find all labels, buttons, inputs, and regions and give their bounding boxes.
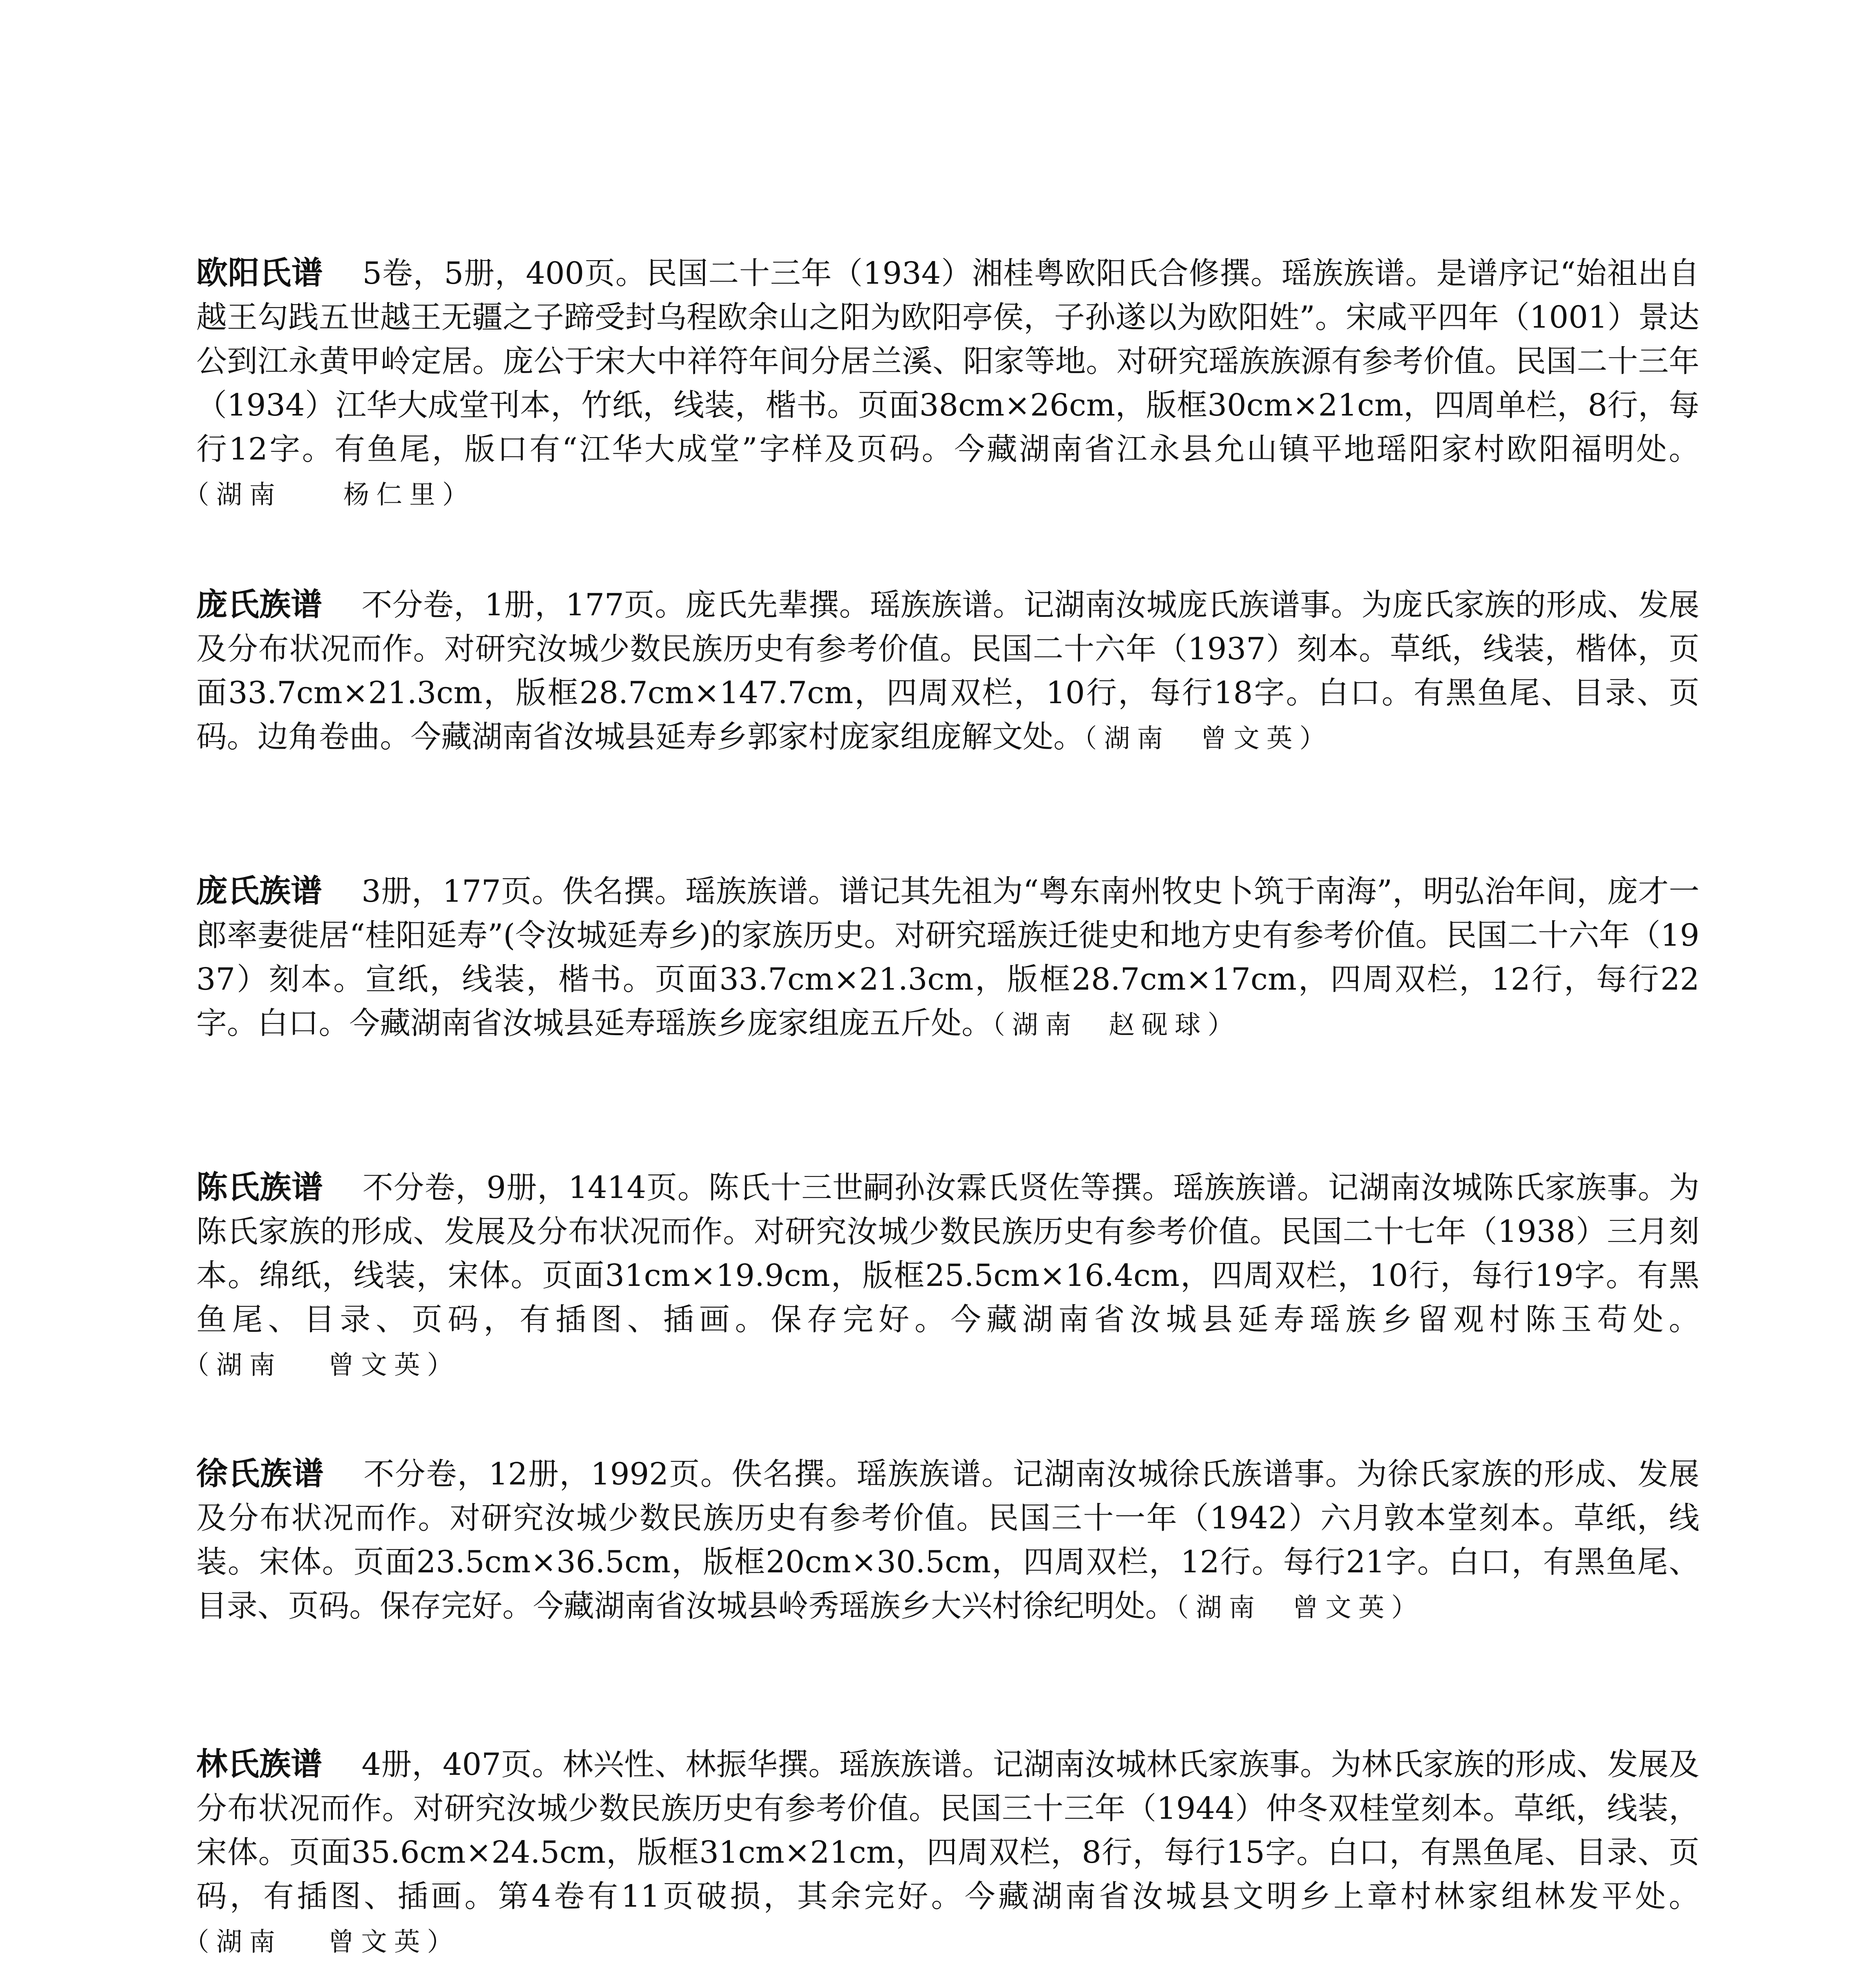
- entry-attribution: （湖南 杨仁里）: [196, 480, 475, 510]
- entry-attribution: （湖南 赵砚球）: [992, 1010, 1241, 1040]
- entry-body: 5卷，5册，400页。民国二十三年（1934）湘桂粤欧阳氏合修撰。瑶族族谱。是谱序记“始祖出自越王勾践五世越王无疆之子蹄受封乌程欧余山之阳为欧阳亭侯，子孙遂以为欧阳姓”。宋咸平四年（1001）景达公到江永黄甲岭定居。庞公于宋大中祥符年间分居兰溪、阳家等地。对研究瑶族族源有参考价值。民国二十三年（1934）江华大成堂刊本，竹纸，线装，楷书。页面38cm×26cm，版框30cm×21cm，四周单栏，8行，每行12字。有鱼尾，版口有“江华大成堂”字样及页码。今藏湖南省江永县允山镇平地瑶阳家村欧阳福明处。: [196, 256, 1700, 467]
- entry-title: 徐氏族谱: [196, 1455, 325, 1492]
- entry-xu: [196, 1452, 1699, 1630]
- entry-title: 庞氏族谱: [196, 873, 322, 909]
- entry-title: 庞氏族谱: [196, 586, 323, 623]
- entry-attribution: （湖南 曾文英）: [1084, 723, 1332, 753]
- entry-body: 4册，407页。林兴性、林振华撰。瑶族族谱。记湖南汝城林氏家族事。为林氏家族的形成、发展及分布状况而作。对研究汝城少数民族历史有参考价值。民国三十三年（1944）仲冬双桂堂刻本。草纸，线装，宋体。页面35.6cm×24.5cm，版框31cm×21cm，四周双栏，8行，每行15字。白口，有黑鱼尾、目录、页码，有插图、插画。第4卷有11页破损，其余完好。今藏湖南省汝城县文明乡上章村林家组林发平处。: [196, 1747, 1700, 1914]
- entry-lin: [196, 1742, 1699, 1962]
- entry-body: 不分卷，1册，177页。庞氏先辈撰。瑶族族谱。记湖南汝城庞氏族谱事。为庞氏家族的形成、发展及分布状况而作。对研究汝城少数民族历史有参考价值。民国二十六年（1937）刻本。草纸，线装，楷体，页面33.7cm×21.3cm，版框28.7cm×147.7cm，四周双栏，10行，每行18字。白口。有黑鱼尾、目录、页码。边角卷曲。今藏湖南省汝城县延寿乡郭家村庞家组庞解文处。: [196, 587, 1700, 755]
- entry-body: 不分卷，12册，1992页。佚名撰。瑶族族谱。记湖南汝城徐氏族谱事。为徐氏家族的形成、发展及分布状况而作。对研究汝城少数民族历史有参考价值。民国三十一年（1942）六月敦本堂刻本。草纸，线装。宋体。页面23.5cm×36.5cm，版框20cm×30.5cm，四周双栏，12行。每行21字。白口，有黑鱼尾、目录、页码。保存完好。今藏湖南省汝城县岭秀瑶族乡大兴村徐纪明处。: [196, 1457, 1699, 1624]
- entry-chen: [196, 1165, 1699, 1387]
- entry-ouyang: [196, 251, 1699, 517]
- entry-pang-2: [196, 869, 1699, 1047]
- entry-attribution: （湖南 曾文英）: [196, 1927, 460, 1957]
- entry-body: 3册，177页。佚名撰。瑶族族谱。谱记其先祖为“粤东南州牧史卜筑于南海”，明弘治年间，庞才一郎率妻徙居“桂阳延寿”(令汝城延寿乡)的家族历史。对研究瑶族迁徙史和地方史有参考价值。民国二十六年（1937）刻本。宣纸，线装，楷书。页面33.7cm×21.3cm，版框28.7cm×17cm，四周双栏，12行，每行22字。白口。今藏湖南省汝城县延寿瑶族乡庞家组庞五斤处。: [196, 874, 1699, 1041]
- entry-title: 陈氏族谱: [196, 1169, 323, 1205]
- entry-body: 不分卷，9册，1414页。陈氏十三世嗣孙汝霖氏贤佐等撰。瑶族族谱。记湖南汝城陈氏家族事。为陈氏家族的形成、发展及分布状况而作。对研究汝城少数民族历史有参考价值。民国二十七年（1938）三月刻本。绵纸，线装，宋体。页面31cm×19.9cm，版框25.5cm×16.4cm，四周双栏，10行，每行19字。有黑鱼尾、目录、页码，有插图、插画。保存完好。今藏湖南省汝城县延寿瑶族乡留观村陈玉苟处。: [196, 1170, 1700, 1337]
- entry-title: 欧阳氏谱: [196, 255, 323, 291]
- entry-attribution: （湖南 曾文英）: [1176, 1592, 1424, 1623]
- entry-attribution: （湖南 曾文英）: [196, 1350, 460, 1380]
- entry-title: 林氏族谱: [196, 1746, 323, 1782]
- entry-pang-1: [196, 583, 1699, 760]
